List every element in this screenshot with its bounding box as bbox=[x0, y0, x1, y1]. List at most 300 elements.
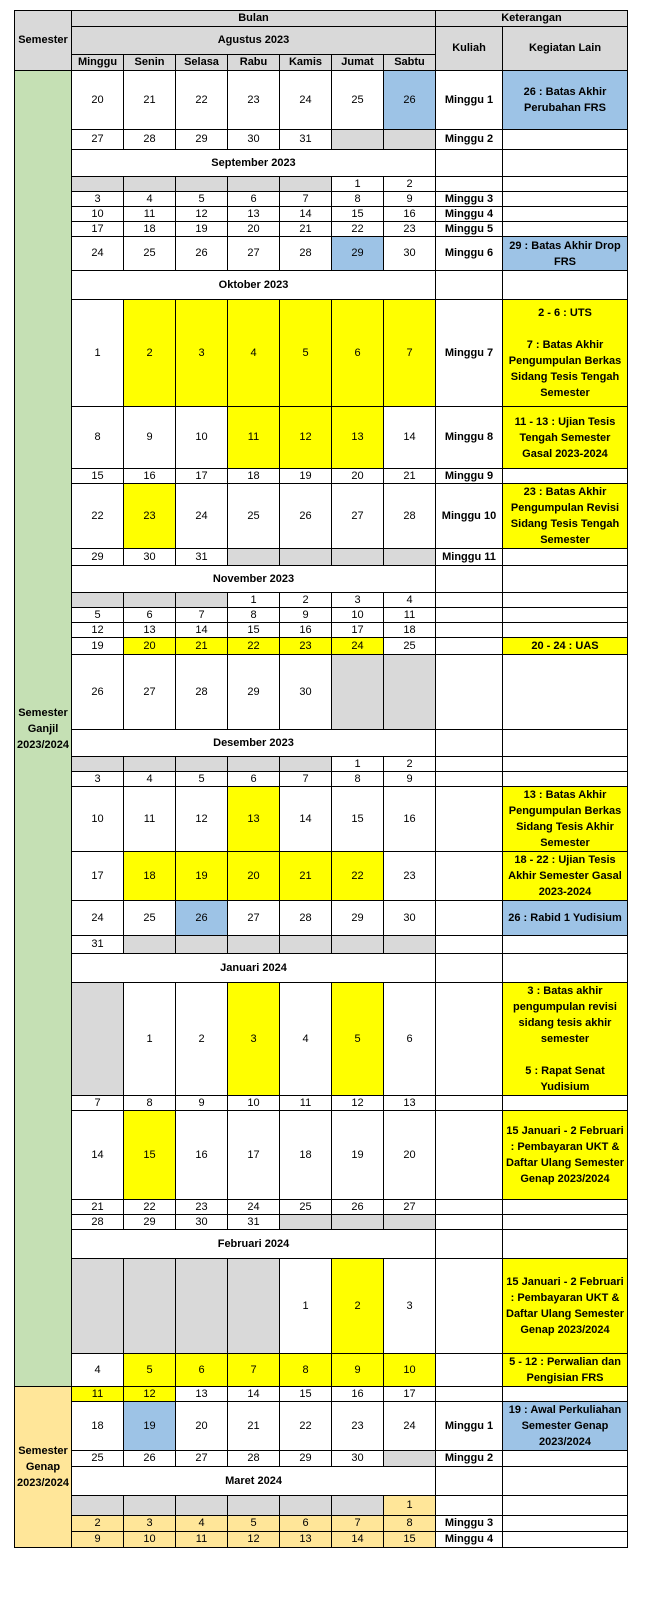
activity-note-cell: 23 : Batas Akhir Pengumpulan Revisi Sidang Tesis Tengah Semester bbox=[503, 484, 628, 549]
activity-note-cell bbox=[503, 1215, 628, 1230]
day-cell: 21 bbox=[72, 1200, 124, 1215]
kuliah-week-cell: Minggu 2 bbox=[436, 130, 503, 150]
month-row bbox=[15, 150, 628, 177]
day-cell: 20 bbox=[332, 469, 384, 484]
note-cell bbox=[503, 271, 628, 300]
day-cell: 8 bbox=[72, 407, 124, 469]
bulan-header: Bulan bbox=[72, 11, 436, 27]
kuliah-week-cell bbox=[436, 623, 503, 638]
day-cell: 30 bbox=[332, 1451, 384, 1467]
activity-note-cell bbox=[503, 1200, 628, 1215]
day-cell: 7 bbox=[280, 772, 332, 787]
note-cell bbox=[503, 1467, 628, 1496]
activity-note-cell bbox=[503, 1496, 628, 1516]
kuliah-week-cell bbox=[436, 608, 503, 623]
day-cell: 2 bbox=[332, 1259, 384, 1354]
day-cell: 4 bbox=[124, 192, 176, 207]
day-cell: 19 bbox=[176, 852, 228, 901]
week-row bbox=[15, 655, 628, 730]
week-row bbox=[15, 772, 628, 787]
day-cell: 24 bbox=[228, 1200, 280, 1215]
day-cell: 20 bbox=[228, 222, 280, 237]
day-cell: 8 bbox=[332, 192, 384, 207]
week-row bbox=[15, 1451, 628, 1467]
day-cell: 4 bbox=[228, 300, 280, 407]
kuliah-week-cell: Minggu 11 bbox=[436, 549, 503, 566]
activity-note-cell: 5 - 12 : Perwalian dan Pengisian FRS bbox=[503, 1354, 628, 1387]
day-header-selasa: Selasa bbox=[176, 55, 228, 71]
month-row bbox=[15, 730, 628, 757]
day-cell: 31 bbox=[72, 936, 124, 954]
week-row bbox=[15, 192, 628, 207]
month-title: November 2023 bbox=[72, 566, 436, 593]
week-row bbox=[15, 237, 628, 271]
activity-note-cell bbox=[503, 469, 628, 484]
week-row bbox=[15, 177, 628, 192]
day-cell: 4 bbox=[384, 593, 436, 608]
week-row bbox=[15, 1516, 628, 1532]
day-header-rabu: Rabu bbox=[228, 55, 280, 71]
day-cell: 29 bbox=[228, 655, 280, 730]
week-row bbox=[15, 1215, 628, 1230]
activity-note-cell bbox=[503, 772, 628, 787]
day-cell: 16 bbox=[332, 1387, 384, 1402]
day-cell: 2 bbox=[384, 177, 436, 192]
day-cell: 5 bbox=[176, 192, 228, 207]
day-cell: 16 bbox=[176, 1111, 228, 1200]
kuliah-week-cell: Minggu 3 bbox=[436, 1516, 503, 1532]
day-cell: 1 bbox=[332, 757, 384, 772]
day-cell: 9 bbox=[124, 407, 176, 469]
day-cell bbox=[332, 549, 384, 566]
day-cell bbox=[280, 177, 332, 192]
day-cell bbox=[72, 1496, 124, 1516]
day-cell: 31 bbox=[280, 130, 332, 150]
day-cell: 14 bbox=[280, 207, 332, 222]
day-cell: 25 bbox=[384, 638, 436, 655]
activity-note-cell bbox=[503, 936, 628, 954]
activity-note-cell bbox=[503, 757, 628, 772]
day-cell: 18 bbox=[124, 852, 176, 901]
day-cell bbox=[384, 655, 436, 730]
day-cell: 3 bbox=[332, 593, 384, 608]
day-cell: 1 bbox=[228, 593, 280, 608]
kuliah-week-cell bbox=[436, 1259, 503, 1354]
activity-note-cell: 19 : Awal Perkuliahan Semester Genap 2023/2024 bbox=[503, 1402, 628, 1451]
activity-note-cell bbox=[503, 1516, 628, 1532]
day-cell: 14 bbox=[332, 1532, 384, 1548]
week-row bbox=[15, 130, 628, 150]
month-row bbox=[15, 1230, 628, 1259]
day-cell: 22 bbox=[332, 222, 384, 237]
day-cell: 1 bbox=[124, 983, 176, 1096]
kuliah-week-cell: Minggu 4 bbox=[436, 207, 503, 222]
day-cell bbox=[124, 757, 176, 772]
kuliah-week-cell: Minggu 1 bbox=[436, 71, 503, 130]
activity-note-cell: 26 : Rabid 1 Yudisium bbox=[503, 901, 628, 936]
week-row bbox=[15, 1496, 628, 1516]
week-row bbox=[15, 1111, 628, 1200]
month-title: Desember 2023 bbox=[72, 730, 436, 757]
day-cell bbox=[124, 1496, 176, 1516]
day-cell: 7 bbox=[280, 192, 332, 207]
day-cell bbox=[124, 1259, 176, 1354]
day-cell: 28 bbox=[72, 1215, 124, 1230]
day-cell: 10 bbox=[332, 608, 384, 623]
kuliah-week-cell bbox=[436, 787, 503, 852]
day-cell: 17 bbox=[332, 623, 384, 638]
day-cell: 19 bbox=[332, 1111, 384, 1200]
day-cell: 11 bbox=[72, 1387, 124, 1402]
day-cell: 28 bbox=[176, 655, 228, 730]
kuliah-cell bbox=[436, 150, 503, 177]
kuliah-week-cell: Minggu 2 bbox=[436, 1451, 503, 1467]
kuliah-week-cell: Minggu 7 bbox=[436, 300, 503, 407]
day-cell: 29 bbox=[124, 1215, 176, 1230]
day-cell: 2 bbox=[72, 1516, 124, 1532]
month-title: September 2023 bbox=[72, 150, 436, 177]
kuliah-week-cell bbox=[436, 593, 503, 608]
day-cell: 21 bbox=[280, 852, 332, 901]
day-cell: 15 bbox=[124, 1111, 176, 1200]
week-row bbox=[15, 1354, 628, 1387]
week-row bbox=[15, 1387, 628, 1402]
day-cell: 22 bbox=[176, 71, 228, 130]
day-cell: 2 bbox=[280, 593, 332, 608]
day-cell bbox=[176, 757, 228, 772]
day-cell: 5 bbox=[72, 608, 124, 623]
note-cell bbox=[503, 566, 628, 593]
day-cell: 12 bbox=[332, 1096, 384, 1111]
day-cell: 25 bbox=[124, 901, 176, 936]
day-cell bbox=[176, 1259, 228, 1354]
day-cell: 15 bbox=[228, 623, 280, 638]
day-cell: 6 bbox=[228, 192, 280, 207]
activity-note-cell: 15 Januari - 2 Februari : Pembayaran UKT & Daftar Ulang Semester Genap 2023/2024 bbox=[503, 1111, 628, 1200]
day-cell: 21 bbox=[176, 638, 228, 655]
keterangan-header: Keterangan bbox=[436, 11, 628, 27]
day-cell bbox=[228, 757, 280, 772]
day-cell bbox=[176, 936, 228, 954]
day-cell: 27 bbox=[228, 237, 280, 271]
day-cell: 14 bbox=[176, 623, 228, 638]
day-cell: 13 bbox=[280, 1532, 332, 1548]
week-row bbox=[15, 1096, 628, 1111]
day-cell: 14 bbox=[280, 787, 332, 852]
day-cell: 29 bbox=[332, 237, 384, 271]
day-cell: 3 bbox=[176, 300, 228, 407]
day-cell: 17 bbox=[384, 1387, 436, 1402]
day-cell: 27 bbox=[332, 484, 384, 549]
day-cell: 9 bbox=[280, 608, 332, 623]
day-cell: 16 bbox=[384, 207, 436, 222]
week-row bbox=[15, 608, 628, 623]
kuliah-week-cell: Minggu 6 bbox=[436, 237, 503, 271]
week-row bbox=[15, 787, 628, 852]
kuliah-week-cell bbox=[436, 655, 503, 730]
day-cell: 7 bbox=[176, 608, 228, 623]
day-cell bbox=[280, 936, 332, 954]
activity-note-cell: 29 : Batas Akhir Drop FRS bbox=[503, 237, 628, 271]
week-row bbox=[15, 549, 628, 566]
day-cell: 1 bbox=[72, 300, 124, 407]
kuliah-week-cell bbox=[436, 1096, 503, 1111]
day-cell: 23 bbox=[176, 1200, 228, 1215]
day-cell: 21 bbox=[124, 71, 176, 130]
day-cell bbox=[176, 593, 228, 608]
kuliah-week-cell bbox=[436, 638, 503, 655]
day-cell: 27 bbox=[72, 130, 124, 150]
day-cell: 26 bbox=[72, 655, 124, 730]
kuliah-week-cell bbox=[436, 757, 503, 772]
week-row bbox=[15, 1200, 628, 1215]
day-cell: 27 bbox=[228, 901, 280, 936]
day-cell: 25 bbox=[72, 1451, 124, 1467]
activity-note-cell: 11 - 13 : Ujian Tesis Tengah Semester Gasal 2023-2024 bbox=[503, 407, 628, 469]
day-cell: 27 bbox=[176, 1451, 228, 1467]
day-cell: 28 bbox=[228, 1451, 280, 1467]
day-cell: 19 bbox=[176, 222, 228, 237]
kuliah-week-cell: Minggu 10 bbox=[436, 484, 503, 549]
day-cell: 23 bbox=[332, 1402, 384, 1451]
day-cell bbox=[72, 1259, 124, 1354]
day-cell bbox=[228, 549, 280, 566]
day-cell: 5 bbox=[332, 983, 384, 1096]
week-row bbox=[15, 407, 628, 469]
day-cell: 21 bbox=[384, 469, 436, 484]
week-row bbox=[15, 1402, 628, 1451]
day-cell bbox=[72, 593, 124, 608]
day-cell: 22 bbox=[332, 852, 384, 901]
day-cell: 25 bbox=[228, 484, 280, 549]
day-cell: 29 bbox=[280, 1451, 332, 1467]
day-cell: 24 bbox=[384, 1402, 436, 1451]
day-cell: 27 bbox=[124, 655, 176, 730]
day-cell: 9 bbox=[384, 192, 436, 207]
week-row bbox=[15, 936, 628, 954]
day-cell: 15 bbox=[332, 787, 384, 852]
day-cell bbox=[384, 1451, 436, 1467]
activity-note-cell bbox=[503, 207, 628, 222]
day-cell: 15 bbox=[280, 1387, 332, 1402]
day-cell: 26 bbox=[124, 1451, 176, 1467]
day-cell: 12 bbox=[228, 1532, 280, 1548]
day-cell: 5 bbox=[228, 1516, 280, 1532]
day-cell: 6 bbox=[280, 1516, 332, 1532]
note-cell bbox=[503, 1230, 628, 1259]
day-cell: 26 bbox=[176, 237, 228, 271]
day-cell bbox=[384, 549, 436, 566]
day-cell: 26 bbox=[332, 1200, 384, 1215]
day-cell: 5 bbox=[124, 1354, 176, 1387]
kuliah-week-cell bbox=[436, 177, 503, 192]
day-cell: 16 bbox=[124, 469, 176, 484]
day-cell: 30 bbox=[384, 237, 436, 271]
activity-note-cell bbox=[503, 1451, 628, 1467]
day-cell: 11 bbox=[280, 1096, 332, 1111]
activity-note-cell: 26 : Batas Akhir Perubahan FRS bbox=[503, 71, 628, 130]
day-cell: 11 bbox=[124, 787, 176, 852]
day-cell bbox=[72, 757, 124, 772]
day-cell: 11 bbox=[228, 407, 280, 469]
day-cell: 24 bbox=[280, 71, 332, 130]
day-cell bbox=[332, 1496, 384, 1516]
activity-note-cell bbox=[503, 177, 628, 192]
activity-note-cell: 13 : Batas Akhir Pengumpulan Berkas Sidang Tesis Akhir Semester bbox=[503, 787, 628, 852]
day-cell: 6 bbox=[228, 772, 280, 787]
day-cell: 13 bbox=[384, 1096, 436, 1111]
kuliah-week-cell bbox=[436, 1354, 503, 1387]
day-cell: 23 bbox=[280, 638, 332, 655]
kuliah-week-cell: Minggu 3 bbox=[436, 192, 503, 207]
day-cell: 8 bbox=[384, 1516, 436, 1532]
day-cell bbox=[280, 757, 332, 772]
day-cell bbox=[228, 936, 280, 954]
day-cell: 17 bbox=[72, 852, 124, 901]
day-cell: 22 bbox=[280, 1402, 332, 1451]
day-cell: 8 bbox=[228, 608, 280, 623]
kuliah-cell bbox=[436, 954, 503, 983]
day-cell: 11 bbox=[124, 207, 176, 222]
kuliah-week-cell: Minggu 4 bbox=[436, 1532, 503, 1548]
activity-note-cell bbox=[503, 222, 628, 237]
kuliah-week-cell bbox=[436, 901, 503, 936]
day-cell bbox=[384, 936, 436, 954]
day-cell: 28 bbox=[384, 484, 436, 549]
week-row bbox=[15, 207, 628, 222]
day-cell: 10 bbox=[124, 1532, 176, 1548]
kuliah-cell bbox=[436, 566, 503, 593]
week-row bbox=[15, 757, 628, 772]
week-row bbox=[15, 852, 628, 901]
day-cell: 7 bbox=[384, 300, 436, 407]
kuliah-week-cell bbox=[436, 1387, 503, 1402]
day-cell bbox=[228, 1259, 280, 1354]
kuliah-cell bbox=[436, 271, 503, 300]
activity-note-cell bbox=[503, 655, 628, 730]
day-cell bbox=[332, 130, 384, 150]
day-cell bbox=[124, 177, 176, 192]
day-cell: 31 bbox=[176, 549, 228, 566]
activity-note-cell bbox=[503, 192, 628, 207]
day-cell bbox=[176, 177, 228, 192]
day-header-minggu: Minggu bbox=[72, 55, 124, 71]
day-cell: 22 bbox=[72, 484, 124, 549]
semester-ganjil-label: Semester Ganjil 2023/2024 bbox=[15, 71, 72, 1387]
day-cell: 12 bbox=[176, 207, 228, 222]
day-header-senin: Senin bbox=[124, 55, 176, 71]
day-cell: 10 bbox=[228, 1096, 280, 1111]
activity-note-cell bbox=[503, 623, 628, 638]
kuliah-week-cell bbox=[436, 936, 503, 954]
day-cell: 3 bbox=[384, 1259, 436, 1354]
day-cell: 8 bbox=[124, 1096, 176, 1111]
day-cell: 6 bbox=[124, 608, 176, 623]
day-cell: 23 bbox=[384, 852, 436, 901]
week-row bbox=[15, 983, 628, 1096]
month-row bbox=[15, 1467, 628, 1496]
week-row bbox=[15, 1259, 628, 1354]
day-cell: 26 bbox=[280, 484, 332, 549]
day-cell: 10 bbox=[176, 407, 228, 469]
day-cell bbox=[384, 130, 436, 150]
day-cell: 13 bbox=[176, 1387, 228, 1402]
month-row bbox=[15, 271, 628, 300]
day-cell: 12 bbox=[72, 623, 124, 638]
week-row bbox=[15, 222, 628, 237]
day-cell: 14 bbox=[384, 407, 436, 469]
day-cell: 14 bbox=[72, 1111, 124, 1200]
month-title: Oktober 2023 bbox=[72, 271, 436, 300]
activity-note-cell: 20 - 24 : UAS bbox=[503, 638, 628, 655]
day-cell bbox=[280, 549, 332, 566]
kuliah-cell bbox=[436, 1467, 503, 1496]
day-cell: 17 bbox=[228, 1111, 280, 1200]
day-cell: 3 bbox=[72, 772, 124, 787]
month-title: Maret 2024 bbox=[72, 1467, 436, 1496]
day-cell: 7 bbox=[72, 1096, 124, 1111]
week-row bbox=[15, 593, 628, 608]
day-cell: 12 bbox=[176, 787, 228, 852]
day-cell: 26 bbox=[384, 71, 436, 130]
kuliah-header: Kuliah bbox=[436, 27, 503, 71]
day-cell: 5 bbox=[280, 300, 332, 407]
day-cell: 25 bbox=[280, 1200, 332, 1215]
day-cell: 14 bbox=[228, 1387, 280, 1402]
day-cell: 30 bbox=[384, 901, 436, 936]
day-cell: 18 bbox=[280, 1111, 332, 1200]
day-cell: 1 bbox=[384, 1496, 436, 1516]
day-cell: 30 bbox=[124, 549, 176, 566]
day-cell bbox=[332, 655, 384, 730]
day-cell: 22 bbox=[124, 1200, 176, 1215]
day-cell: 27 bbox=[384, 1200, 436, 1215]
day-cell bbox=[332, 1215, 384, 1230]
day-cell: 21 bbox=[228, 1402, 280, 1451]
day-cell: 17 bbox=[72, 222, 124, 237]
day-cell: 13 bbox=[124, 623, 176, 638]
day-cell: 18 bbox=[124, 222, 176, 237]
day-cell: 1 bbox=[332, 177, 384, 192]
day-cell: 20 bbox=[176, 1402, 228, 1451]
day-cell: 21 bbox=[280, 222, 332, 237]
day-cell: 7 bbox=[332, 1516, 384, 1532]
week-row bbox=[15, 300, 628, 407]
day-header-kamis: Kamis bbox=[280, 55, 332, 71]
day-cell: 7 bbox=[228, 1354, 280, 1387]
day-cell: 25 bbox=[124, 237, 176, 271]
week-row bbox=[15, 484, 628, 549]
day-cell: 4 bbox=[72, 1354, 124, 1387]
kuliah-week-cell bbox=[436, 772, 503, 787]
day-cell: 6 bbox=[332, 300, 384, 407]
kuliah-week-cell: Minggu 8 bbox=[436, 407, 503, 469]
day-cell: 5 bbox=[176, 772, 228, 787]
day-cell: 11 bbox=[384, 608, 436, 623]
day-cell: 2 bbox=[384, 757, 436, 772]
week-row bbox=[15, 623, 628, 638]
day-cell: 2 bbox=[124, 300, 176, 407]
day-cell: 29 bbox=[72, 549, 124, 566]
activity-note-cell bbox=[503, 1532, 628, 1548]
day-cell: 8 bbox=[332, 772, 384, 787]
activity-note-cell bbox=[503, 1387, 628, 1402]
day-cell: 18 bbox=[384, 623, 436, 638]
note-cell bbox=[503, 730, 628, 757]
activity-note-cell: 3 : Batas akhir pengumpulan revisi sidang tesis akhir semester 5 : Rapat Senat Yudisium bbox=[503, 983, 628, 1096]
day-cell bbox=[176, 1496, 228, 1516]
day-cell: 15 bbox=[332, 207, 384, 222]
